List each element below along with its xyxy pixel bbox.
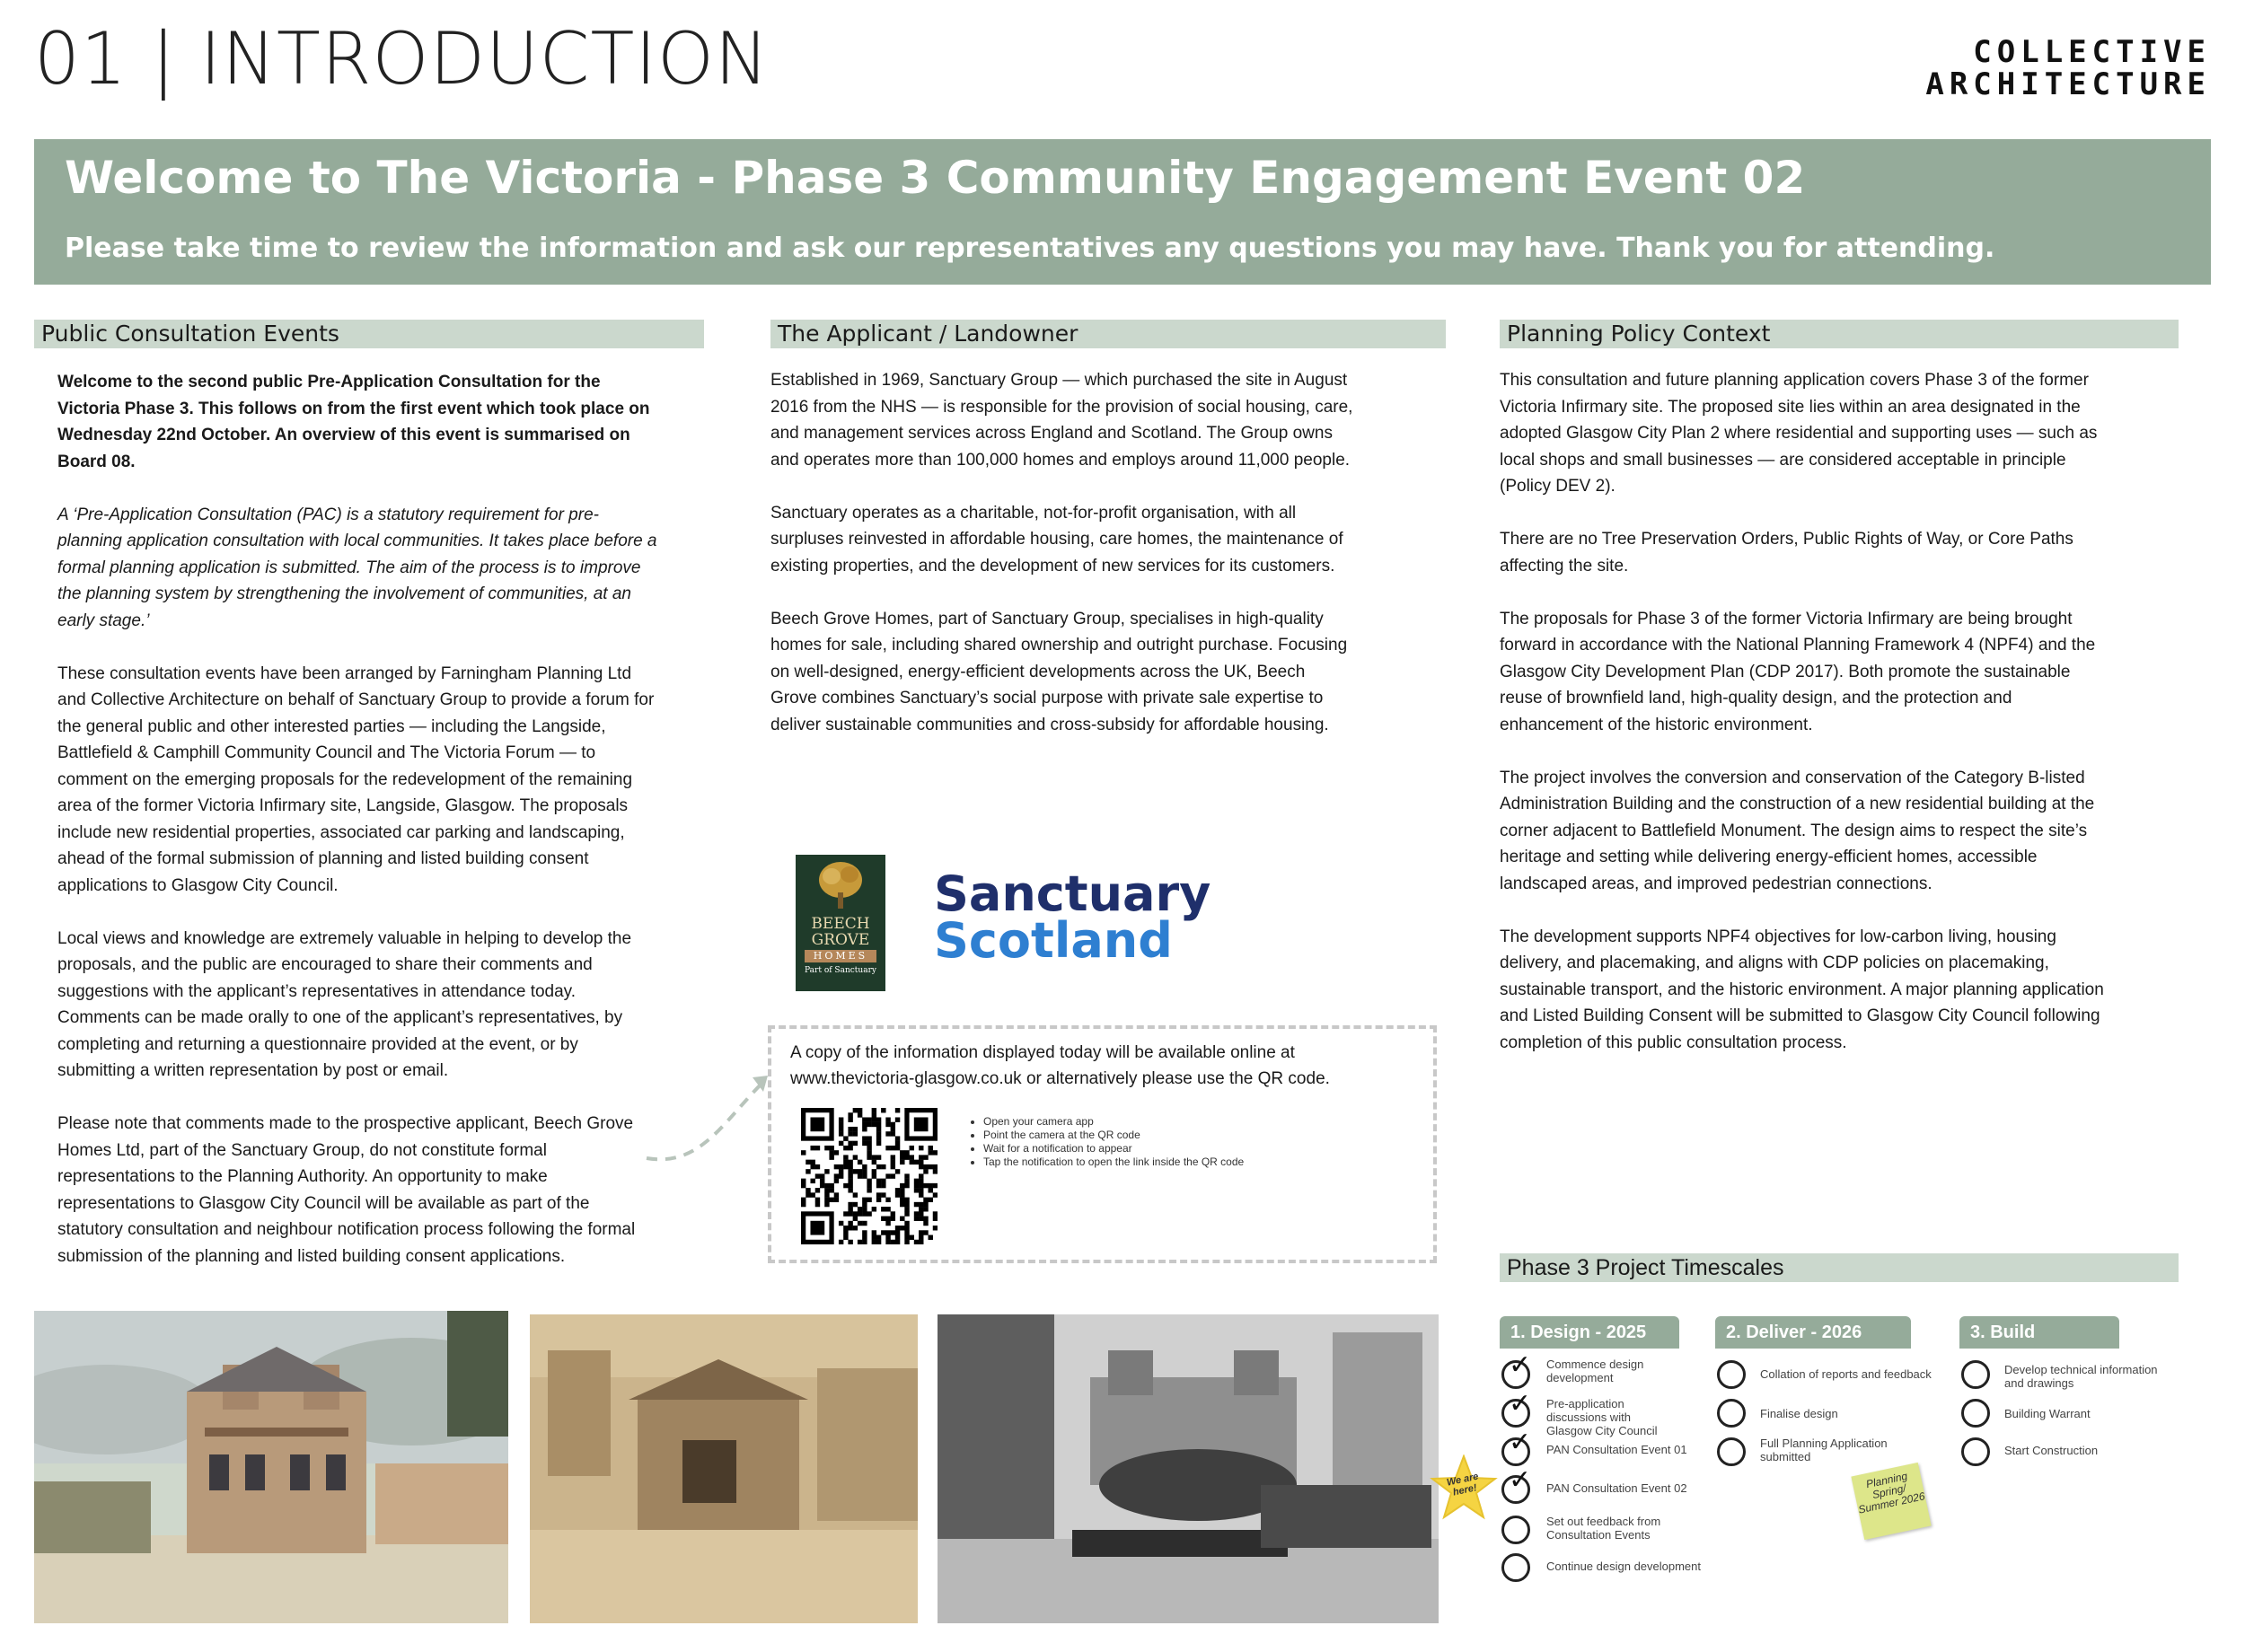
intro-paragraph: Welcome to the second public Pre-Application Consultation for the Victoria Phase 3. This follows on from the first event which took place on Wednesday 22nd October. An overview of this event is summarised on Board 08. bbox=[57, 373, 650, 471]
board-title: 01 | INTRODUCTION bbox=[34, 17, 770, 101]
checkbox-empty bbox=[1501, 1516, 1530, 1544]
planning-sticky-note: Planning Spring/ Summer 2026 bbox=[1851, 1463, 1931, 1540]
timeline-item: Develop technical information and drawings bbox=[2004, 1363, 2158, 1390]
paragraph: Established in 1969, Sanctuary Group — which purchased the site in August 2016 from the NHS — is responsible for the provision of social housing, care, and management services across England and Scotland. The Group owns and operates more than 100,000 homes and employs around 11,000 people. bbox=[770, 371, 1353, 470]
paragraph: The proposals for Phase 3 of the former Victoria Infirmary are being brought forward in accordance with the National Planning Framework 4 (NPF4) and the Glasgow City Development Plan (CDP 2017). Both promote the sustainable reuse of brownfield land, high-quality design, and the protection and enhancement of the historic environment. bbox=[1500, 609, 2096, 734]
check-icon: ✓ bbox=[1509, 1389, 1532, 1419]
public-consultation-text bbox=[57, 369, 659, 1296]
planning-policy-text bbox=[1500, 367, 2110, 1083]
logo-line-1: COLLECTIVE bbox=[1973, 34, 2211, 70]
logo-line-2: ARCHITECTURE bbox=[1925, 66, 2211, 102]
dashed-arrow-icon bbox=[638, 1068, 772, 1176]
sanctuary-scotland-logo bbox=[934, 866, 1211, 969]
qr-code[interactable] bbox=[801, 1108, 938, 1244]
applicant-text bbox=[770, 367, 1354, 765]
timeline-item: Set out feedback from Consultation Events bbox=[1546, 1515, 1661, 1542]
collective-architecture-logo bbox=[1925, 36, 2211, 101]
checkbox-empty bbox=[1717, 1437, 1746, 1466]
checkbox-empty bbox=[1961, 1360, 1990, 1389]
paragraph: There are no Tree Preservation Orders, Public Rights of Way, or Core Paths affecting the site. bbox=[1500, 530, 2073, 576]
checkbox-empty bbox=[1717, 1360, 1746, 1389]
beech-logo-line: HOMES bbox=[805, 950, 876, 962]
beech-grove-homes-logo bbox=[796, 855, 885, 991]
banner-heading: Welcome to The Victoria - Phase 3 Community Engagement Event 02 bbox=[65, 152, 1806, 204]
section-heading-applicant: The Applicant / Landowner bbox=[770, 320, 1446, 348]
section-heading-timescales: Phase 3 Project Timescales bbox=[1500, 1253, 2179, 1282]
checkbox-empty bbox=[1961, 1437, 1990, 1466]
tree-icon bbox=[814, 860, 867, 912]
paragraph: Local views and knowledge are extremely valuable in helping to develop the proposals, and the public are encouraged to share their comments and suggestions with the applicant’s representatives in attendance today. Comments can be made orally to one of the applicant’s representatives, by completing and returning a questionnaire provided at the event, or by submitting a written representation by post or email. bbox=[57, 928, 632, 1080]
timeline-item: Continue design development bbox=[1546, 1560, 1702, 1573]
qr-info-text: A copy of the information displayed today will be available online at www.thevictoria-glasgow.co.uk or alternatively please use the QR code. bbox=[790, 1043, 1330, 1088]
check-icon: ✓ bbox=[1509, 1350, 1532, 1380]
paragraph: Sanctuary operates as a charitable, not-for-profit organisation, with all surpluses reinvested in affordable housing, care homes, the maintenance of existing properties, and the development of new services for its customers. bbox=[770, 503, 1343, 576]
paragraph: These consultation events have been arranged by Farningham Planning Ltd and Collective Architecture on behalf of Sanctuary Group to provide a forum for the general public and other interested parties — including the Langside, Battlefield & Camphill Community Council and The Victoria Forum — to comment on the emerging proposals for the redevelopment of the remaining area of the former Victoria Infirmary site, Langside, Glasgow. The proposals include new residential properties, associated car parking and landscaping, ahead of the formal submission of planning and listed building consent applications to Glasgow City Council. bbox=[57, 663, 655, 895]
timeline-item: Start Construction bbox=[2004, 1444, 2099, 1457]
pac-quote: A ‘Pre-Application Consultation (PAC) is a statutory requirement for pre-planning application consultation with local communities. It takes place before a formal planning application is submitted. The aim of the process is to improve the planning system by strengthening the involvement of communities, at an early stage.’ bbox=[57, 505, 657, 630]
qr-step: • Tap the notification to open the link inside the QR code bbox=[983, 1156, 1244, 1169]
checkbox-empty bbox=[1961, 1399, 1990, 1428]
historic-photo-infirmary-colour bbox=[34, 1311, 508, 1623]
checkbox-empty bbox=[1717, 1399, 1746, 1428]
checkbox-empty bbox=[1501, 1553, 1530, 1582]
paragraph: Please note that comments made to the prospective applicant, Beech Grove Homes Ltd, part of the Sanctuary Group, do not constitute formal representations to the Planning Authority. An opportunity to make representations to Glasgow City Council will be available as part of the statutory consultation and neighbour notification process following the formal submission of the planning and listed building consent applications. bbox=[57, 1114, 636, 1266]
banner-subheading: Please take time to review the information and ask our representatives any questions you may have. Thank you for attending. bbox=[65, 233, 1995, 264]
paragraph: The project involves the conversion and conservation of the Category B-listed Administration Building and the construction of a new residential building at the corner adjacent to Battlefield Monument. The design aims to respect the site’s heritage and setting while delivering energy-efficient homes, accessible landscaped areas, and improved pedestrian connections. bbox=[1500, 768, 2095, 893]
sanctuary-logo-line: Scotland bbox=[934, 912, 1173, 969]
we-are-here-label: We are here! bbox=[1445, 1471, 1480, 1498]
timeline-item: PAN Consultation Event 01 bbox=[1546, 1443, 1687, 1456]
sanctuary-logo-line: Sanctuary bbox=[934, 866, 1211, 922]
timeline-item: Collation of reports and feedback bbox=[1760, 1367, 1932, 1381]
historic-photo-lodge-sepia bbox=[530, 1314, 918, 1623]
check-icon: ✓ bbox=[1509, 1428, 1532, 1457]
section-heading-public-consultation: Public Consultation Events bbox=[34, 320, 704, 348]
qr-instructions bbox=[965, 1115, 1244, 1169]
paragraph: This consultation and future planning application covers Phase 3 of the former Victoria Infirmary site. The proposed site lies within an area designated in the adopted Glasgow City Plan 2 where residential and supporting uses — such as local shops and small businesses — are considered acceptable in principle (Policy DEV 2). bbox=[1500, 371, 2098, 496]
historic-photo-street-bw bbox=[938, 1314, 1439, 1623]
welcome-banner bbox=[34, 139, 2211, 285]
timeline-item: PAN Consultation Event 02 bbox=[1546, 1481, 1687, 1495]
stage-pill-deliver: 2. Deliver - 2026 bbox=[1715, 1316, 1911, 1349]
stage-pill-design: 1. Design - 2025 bbox=[1500, 1316, 1679, 1349]
timeline-item: Commence design development bbox=[1546, 1358, 1644, 1384]
qr-step: • Wait for a notification to appear bbox=[983, 1142, 1244, 1156]
timeline-item: Full Planning Application submitted bbox=[1760, 1437, 1888, 1463]
timeline-item: Finalise design bbox=[1760, 1407, 1838, 1420]
section-heading-planning-policy: Planning Policy Context bbox=[1500, 320, 2179, 348]
beech-logo-tagline: Part of Sanctuary bbox=[805, 966, 876, 975]
beech-logo-line: BEECH bbox=[811, 915, 870, 933]
paragraph: The development supports NPF4 objectives for low-carbon living, housing delivery, and placemaking, and aligns with CDP policies on placemaking, sustainable transport, and the historic environment. A major planning application and Listed Building Consent will be submitted to Glasgow City Council following completion of this public consultation process. bbox=[1500, 927, 2104, 1052]
stage-pill-build: 3. Build bbox=[1959, 1316, 2119, 1349]
timeline-item: Building Warrant bbox=[2004, 1407, 2091, 1420]
paragraph: Beech Grove Homes, part of Sanctuary Group, specialises in high-quality homes for sale, including shared ownership and outright purchase. Focusing on well-designed, energy-efficient developments across the UK, Beech Grove combines Sanctuary’s social purpose with private sale expertise to deliver sustainable communities and cross-subsidy for affordable housing. bbox=[770, 609, 1348, 734]
qr-step: • Point the camera at the QR code bbox=[983, 1129, 1244, 1142]
check-icon: ✓ bbox=[1509, 1465, 1532, 1495]
qr-step: • Open your camera app bbox=[983, 1115, 1244, 1129]
timeline-item: Pre-application discussions with Glasgow City Council bbox=[1546, 1397, 1658, 1437]
beech-logo-line: GROVE bbox=[811, 931, 870, 949]
